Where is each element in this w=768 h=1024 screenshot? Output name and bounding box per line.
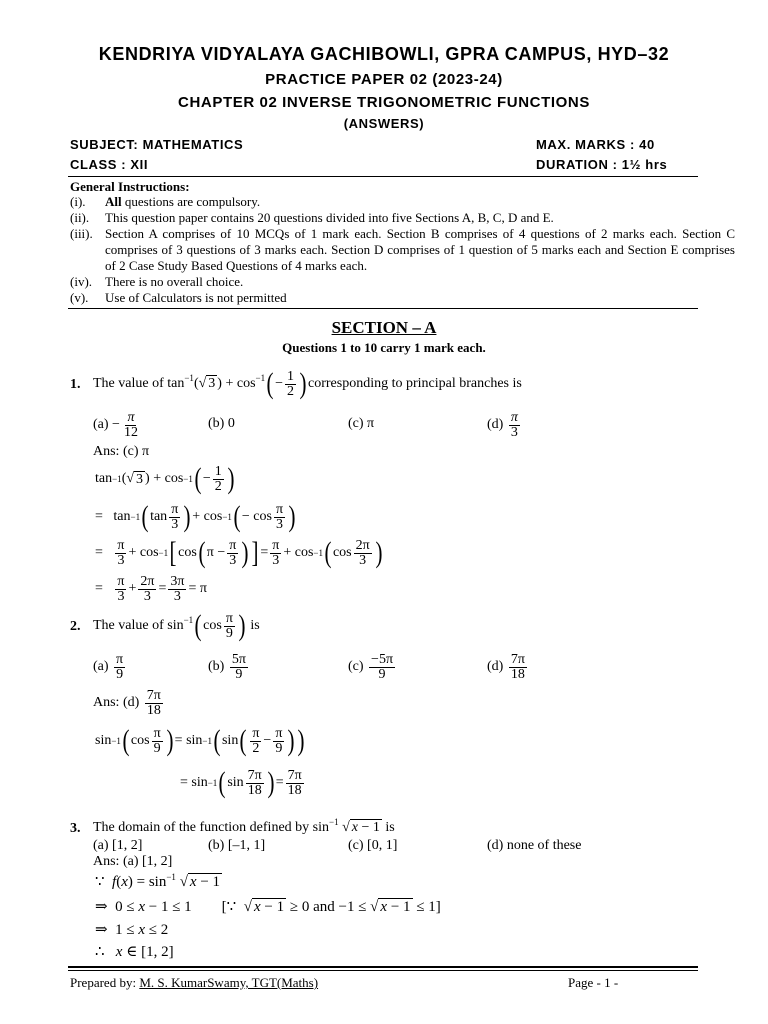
option-d: (d) $\frac{\pi}{3}$ xyxy=(487,409,518,440)
duration-label: DURATION : 1½ hrs xyxy=(536,157,668,172)
solution-line: ⇒ 0 ≤ x − 1 ≤ 1 [∵ √ x − 1 ≥ 0 and −1 ≤ √ x − 1 ≤ 1] xyxy=(95,899,441,915)
footer-divider xyxy=(68,966,698,968)
option-c: (c) [0, 1] xyxy=(348,838,398,853)
option-b: (b) [–1, 1] xyxy=(208,838,266,853)
solution-line: ∴ x ∈ [1, 2] xyxy=(95,944,174,960)
option-a: (a) $\frac{\pi}{9}$ xyxy=(93,651,124,682)
section-title: SECTION – A xyxy=(331,318,437,337)
school-name: KENDRIYA VIDYALAYA GACHIBOWLI, GPRA CAMPUS, HYD–32 xyxy=(98,44,670,64)
option-a: (a) [1, 2] xyxy=(93,838,143,853)
answer-label: Ans: (d) $\frac{7\pi}{18}$ xyxy=(93,687,161,718)
solution-line: ∵ $f(x) = \sin^{-1}$ √ x − 1 xyxy=(95,872,221,890)
solution-line: sin −1 ( cos $\frac{\pi}{9}$ ) = sin −1 ( sin ( $\frac{\pi}{2}$ − $\frac{\pi}{9}$ ) ) xyxy=(95,724,305,757)
question-stem: The domain of the function defined by $\sin^{-1}$ √ x − 1 is xyxy=(93,817,395,835)
solution-line: tan −1 (√ 3 ) + cos −1 ( − $\frac{1}{2}$ ) xyxy=(95,462,235,495)
option-c: (c) π xyxy=(348,416,375,431)
option-c: (c) $\frac{-5\pi}{9}$ xyxy=(348,651,394,682)
answers-label: (ANSWERS) xyxy=(343,116,425,131)
paper-title: PRACTICE PAPER 02 (2023-24) xyxy=(265,71,503,88)
option-d: (d) none of these xyxy=(487,838,582,853)
section-subtitle: Questions 1 to 10 carry 1 mark each. xyxy=(282,340,486,355)
max-marks-label: MAX. MARKS : 40 xyxy=(536,137,655,152)
answer-label: Ans: (c) π xyxy=(93,444,150,459)
option-a: (a) − $\frac{\pi}{12}$ xyxy=(93,409,138,440)
subject-label: SUBJECT: MATHEMATICS xyxy=(70,137,244,152)
instructions-heading: General Instructions: xyxy=(70,179,190,194)
solution-line: ⇒ 1 ≤ x ≤ 2 xyxy=(95,922,169,938)
chapter-title: CHAPTER 02 INVERSE TRIGONOMETRIC FUNCTIONS xyxy=(178,94,590,111)
question-number: 2. xyxy=(70,619,81,634)
solution-line: = $\frac{\pi}{3}$ + $\frac{2\pi}{3}$ = $\frac{3\pi}{3}$ = π xyxy=(95,573,207,604)
footer-divider xyxy=(68,970,698,971)
solution-line: = sin −1 ( sin $\frac{7\pi}{18}$ ) = $\frac{7\pi}{18}$ xyxy=(180,766,302,799)
math-expression: $\tan^{-1}(√$ 3 ) + $\cos^{-1}$( − $\frac{1}{2}$ ) xyxy=(167,367,307,400)
solution-line: = tan −1 ( tan $\frac{\pi}{3}$ ) + cos −1 ( − cos $\frac{\pi}{3}$ ) xyxy=(95,500,296,533)
class-label: CLASS : XII xyxy=(70,157,149,172)
question-stem: The value of $\tan^{-1}(√$ 3 ) + $\cos^{-1}$( − $\frac{1}{2}$ ) corresponding to principal branches is xyxy=(93,367,522,400)
question-stem: The value of $\sin^{-1}$( cos $\frac{\pi}{9}$ ) is xyxy=(93,609,260,642)
prepared-by: Prepared by: M. S. KumarSwamy, TGT(Maths) xyxy=(70,975,319,990)
option-b: (b) 0 xyxy=(208,416,235,431)
question-number: 3. xyxy=(70,821,81,836)
header-divider xyxy=(68,176,698,177)
math-expression: $\sin^{-1}$ √ x − 1 xyxy=(312,817,380,835)
solution-line: = $\frac{\pi}{3}$ + cos −1 [ cos ( π − $\frac{\pi}{3}$ ) ] = $\frac{\pi}{3}$ + cos −1 ( cos $\frac{2\pi}{3}$ ) xyxy=(95,536,383,569)
option-b: (b) $\frac{5\pi}{9}$ xyxy=(208,651,246,682)
question-number: 1. xyxy=(70,377,81,392)
answer-label: Ans: (a) [1, 2] xyxy=(93,854,173,869)
math-expression: $\sin^{-1}$( cos $\frac{\pi}{9}$ ) xyxy=(167,609,246,642)
instructions-divider xyxy=(68,308,698,309)
page-number: Page - 1 - xyxy=(568,975,619,990)
option-d: (d) $\frac{7\pi}{18}$ xyxy=(487,651,525,682)
